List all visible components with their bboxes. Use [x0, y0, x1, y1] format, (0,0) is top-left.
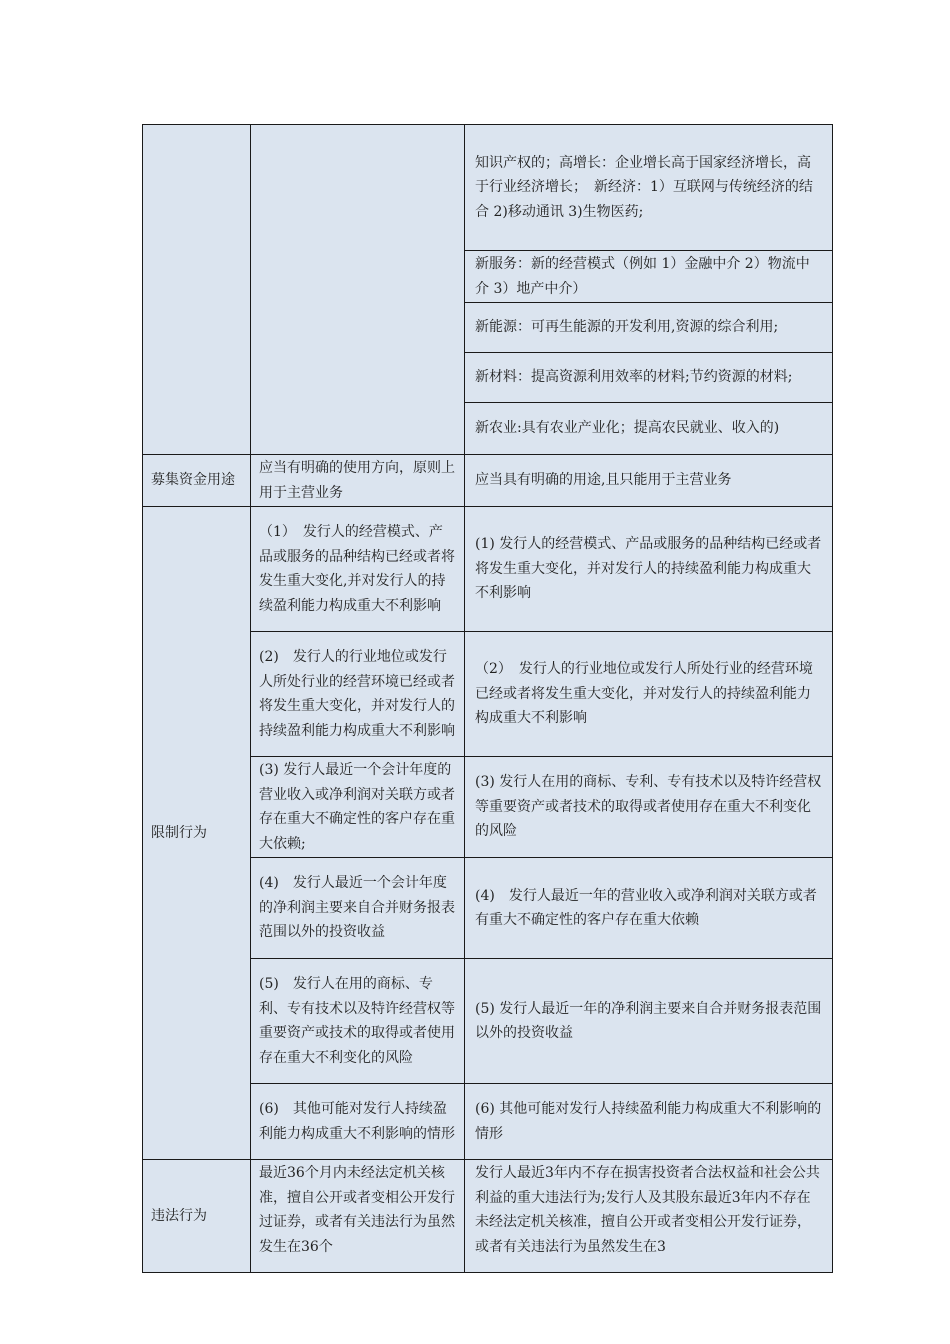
list-item: 知识产权的；高增长：企业增长高于国家经济增长，高于行业经济增长； 新经济：1）互联网与传统经济的结合 2)移动通讯 3)生物医药; [465, 125, 833, 251]
table-row [143, 1160, 833, 1273]
row-label-funds: 募集资金用途 [143, 455, 251, 507]
empty-category-cell [143, 125, 251, 455]
list-item: 新能源：可再生能源的开发利用,资源的综合利用; [465, 303, 833, 353]
row-label-violations: 违法行为 [143, 1160, 251, 1273]
list-item: 新服务：新的经营模式（例如 1）金融中介 2）物流中介 3）地产中介） [465, 251, 833, 303]
cell-left: (2) 发行人的行业地位或发行人所处行业的经营环境已经或者将发生重大变化，并对发行人的持续盈利能力构成重大不利影响 [251, 632, 465, 757]
cell-left: （1） 发行人的经营模式、产品或服务的品种结构已经或者将发生重大变化,并对发行人的持续盈利能力构成重大不利影响 [251, 507, 465, 632]
cell-left: (5) 发行人在用的商标、专利、专有技术以及特许经营权等重要资产或技术的取得或者使用存在重大不利变化的风险 [251, 959, 465, 1084]
table-row [143, 125, 833, 251]
cell-right: （2） 发行人的行业地位或发行人所处行业的经营环境已经或者将发生重大变化，并对发行人的持续盈利能力构成重大不利影响 [465, 632, 833, 757]
comparison-table [142, 124, 833, 1273]
list-item: 新农业:具有农业产业化；提高农民就业、收入的) [465, 403, 833, 455]
cell-left: 应当有明确的使用方向，原则上用于主营业务 [251, 455, 465, 507]
cell-right: (4) 发行人最近一年的营业收入或净利润对关联方或者有重大不确定性的客户存在重大依赖 [465, 858, 833, 959]
cell-right: (6) 其他可能对发行人持续盈利能力构成重大不利影响的情形 [465, 1084, 833, 1160]
cell-right: 应当具有明确的用途,且只能用于主营业务 [465, 455, 833, 507]
cell-left: 最近36个月内未经法定机关核准，擅自公开或者变相公开发行过证券，或者有关违法行为虽然发生在36个 [251, 1160, 465, 1273]
cell-right: (1) 发行人的经营模式、产品或服务的品种结构已经或者将发生重大变化，并对发行人的持续盈利能力构成重大不利影响 [465, 507, 833, 632]
cell-right: (5) 发行人最近一年的净利润主要来自合并财务报表范围以外的投资收益 [465, 959, 833, 1084]
empty-left-cell [251, 125, 465, 455]
cell-left: (3) 发行人最近一个会计年度的营业收入或净利润对关联方或者存在重大不确定性的客户存在重大依赖; [251, 757, 465, 858]
cell-right: 发行人最近3年内不存在损害投资者合法权益和社会公共利益的重大违法行为;发行人及其股东最近3年内不存在未经法定机关核准，擅自公开或者变相公开发行证券，或者有关违法行为虽然发生在3 [465, 1160, 833, 1273]
cell-left: (4) 发行人最近一个会计年度的净利润主要来自合并财务报表范围以外的投资收益 [251, 858, 465, 959]
table-row [143, 455, 833, 507]
cell-right: (3) 发行人在用的商标、专利、专有技术以及特许经营权等重要资产或者技术的取得或者使用存在重大不利变化的风险 [465, 757, 833, 858]
table-row [143, 507, 833, 632]
row-label-restrictions: 限制行为 [143, 507, 251, 1160]
list-item: 新材料：提高资源利用效率的材料;节约资源的材料; [465, 353, 833, 403]
cell-left: (6) 其他可能对发行人持续盈利能力构成重大不利影响的情形 [251, 1084, 465, 1160]
